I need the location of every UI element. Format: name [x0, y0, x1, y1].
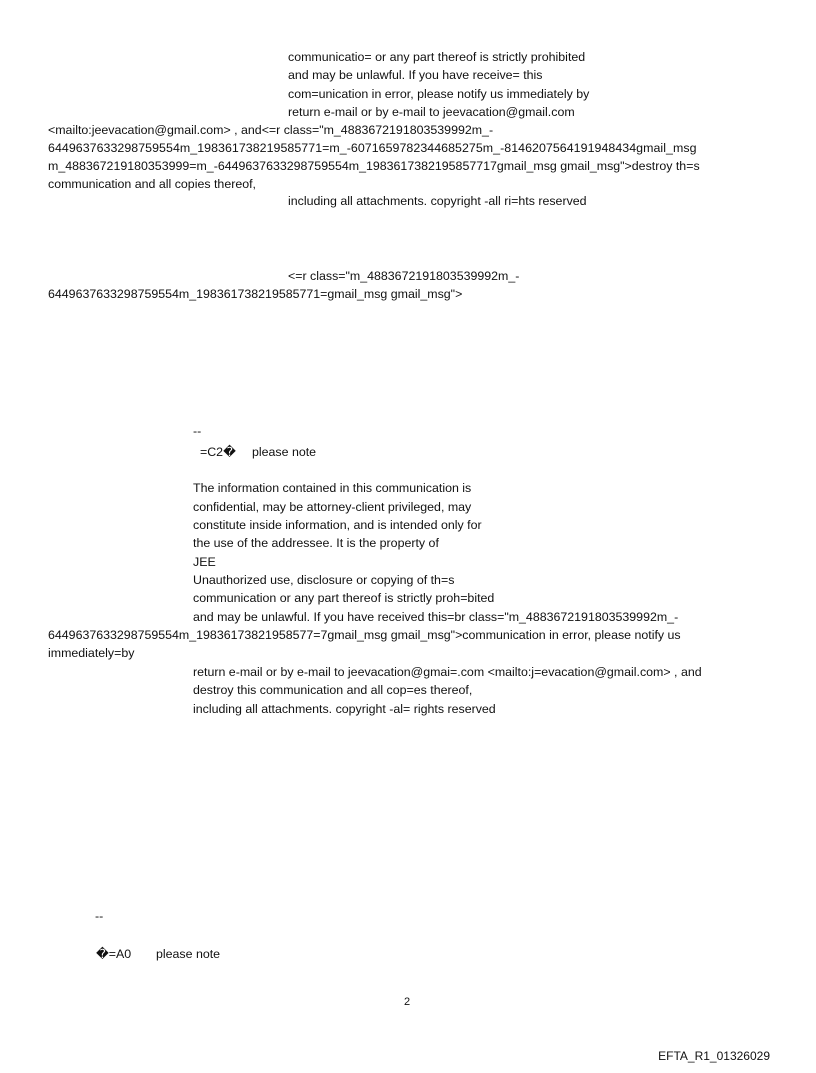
text-line: m_488367219180353999=m_-6449637633298759554m_1983617382195857717gmail_msg gmail_msg">destroy th=s	[48, 159, 700, 173]
text-line: 6449637633298759554m_198361738219585771=gmail_msg gmail_msg">	[48, 287, 463, 301]
page-number: 2	[404, 996, 411, 1008]
text-line: <=r class="m_4883672191803539992m_-	[288, 269, 520, 283]
note-heading: please note	[252, 445, 317, 459]
text-line: <mailto:jeevacation@gmail.com> , and<=r class="m_4883672191803539992m_-	[48, 123, 494, 137]
text-line: return e-mail or by e-mail to jeevacation@gmail.com	[288, 105, 575, 119]
document-id: EFTA_R1_01326029	[658, 1049, 770, 1063]
text-line: return e-mail or by e-mail to jeevacation@gmai=.com <mailto:j=evacation@gmail.com> , and	[193, 665, 702, 679]
note-prefix: =C2�	[200, 445, 236, 459]
text-line: com=unication in error, please notify us immediately by	[288, 87, 590, 101]
text-line: constitute inside information, and is intended only for	[193, 518, 482, 532]
signature-separator: --	[95, 909, 104, 923]
text-line: communication or any part thereof is strictly proh=bited	[193, 591, 495, 605]
text-line: immediately=by	[48, 646, 135, 660]
text-line: the use of the addressee. It is the property of	[193, 536, 439, 550]
text-line: JEE	[193, 555, 216, 569]
text-line: and may be unlawful. If you have receive= this	[288, 68, 543, 82]
text-line: 6449637633298759554m_19836173821958577=7gmail_msg gmail_msg">communication in error, please notify us	[48, 628, 681, 642]
note-heading: please note	[156, 947, 221, 961]
note-prefix: �=A0	[96, 947, 132, 961]
text-line: including all attachments. copyright -al= rights reserved	[193, 702, 496, 716]
text-line: 6449637633298759554m_198361738219585771=m_-6071659782344685275m_-8146207564191948434gmail_msg	[48, 141, 697, 155]
text-line: confidential, may be attorney-client privileged, may	[193, 500, 472, 514]
text-line: communication and all copies thereof,	[48, 177, 257, 191]
signature-separator: --	[193, 424, 202, 438]
text-line: communicatio= or any part thereof is strictly prohibited	[288, 50, 586, 64]
text-line: and may be unlawful. If you have received this=br class="m_4883672191803539992m_-	[193, 610, 679, 624]
text-line: The information contained in this communication is	[193, 481, 472, 495]
text-line: destroy this communication and all cop=es thereof,	[193, 683, 473, 697]
text-line: Unauthorized use, disclosure or copying of th=s	[193, 573, 455, 587]
text-line: including all attachments. copyright -all ri=hts reserved	[288, 194, 587, 208]
